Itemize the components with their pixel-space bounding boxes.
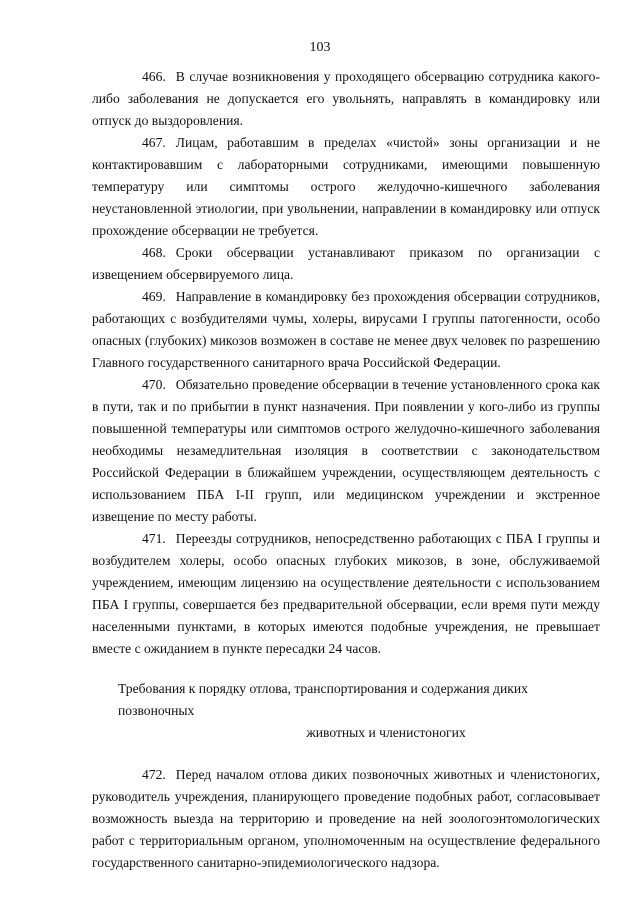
paragraph-472 bbox=[92, 764, 600, 874]
paragraph-text: В случае возникновения у проходящего обсервацию сотрудника какого-либо заболевания не допускается его увольнять, направлять в командировку или отпуск до выздоровления. bbox=[92, 69, 600, 128]
paragraph-number: 466. bbox=[142, 69, 166, 84]
page-number: 103 bbox=[309, 40, 331, 55]
paragraph-number: 468. bbox=[142, 245, 166, 260]
paragraph-466 bbox=[92, 66, 600, 132]
paragraph-number: 471. bbox=[142, 531, 166, 546]
paragraph-text: Сроки обсервации устанавливают приказом по организации с извещением обсервируемого лица. bbox=[92, 245, 600, 282]
paragraph-number: 469. bbox=[142, 289, 166, 304]
paragraph-468 bbox=[92, 242, 600, 286]
paragraph-471 bbox=[92, 528, 600, 660]
paragraph-text: Перед началом отлова диких позвоночных животных и членистоногих, руководитель учреждения, планирующего проведение подобных работ, согласовывает возможность выезда на территорию и проведение на ней зоологоэнтомологических работ с территориальным органом, уполномоченным на осуществление федерального государственного санитарно-эпидемиологического надзора. bbox=[92, 767, 600, 870]
paragraph-text: Обязательно проведение обсервации в течение установленного срока как в пути, так и по прибытии в пункт назначения. При появлении у кого-либо из группы повышенной температуры или симптомов острого желудочно-кишечного заболевания необходимы незамедлительная изоляция в соответствии с законодательством Российской Федерации в ближайшем учреждении, осуществляющем деятельность с использованием ПБА I-II групп, или медицинском учреждении и экстренное извещение по месту работы. bbox=[92, 377, 600, 524]
section-heading-line1: Требования к порядку отлова, транспортирования и содержания диких позвоночных bbox=[118, 681, 528, 718]
paragraph-text: Переезды сотрудников, непосредственно работающих с ПБА I группы и возбудителем холеры, особо опасных глубоких микозов, в зоне, обслуживаемой учреждением, имеющим лицензию на осуществление деятельности с использованием ПБА I группы, совершается без предварительной обсервации, если время пути между населенными пунктами, в которых имеются подобные учреждения, не превышает вместе с ожиданием в пункте пересадки 24 часов. bbox=[92, 531, 600, 656]
paragraph-text: Лицам, работавшим в пределах «чистой» зоны организации и не контактировавшим с лабораторными сотрудниками, имеющими повышенную температуру или симптомы острого желудочно-кишечного заболевания неустановленной этиологии, при увольнении, направлении в командировку или отпуск прохождение обсервации не требуется. bbox=[92, 135, 600, 238]
paragraph-number: 467. bbox=[142, 135, 166, 150]
paragraph-text: Направление в командировку без прохождения обсервации сотрудников, работающих с возбудителями чумы, холеры, вирусами I группы патогенности, особо опасных (глубоких) микозов возможен в составе не менее двух человек по разрешению Главного государственного санитарного врача Российской Федерации. bbox=[92, 289, 600, 370]
paragraph-number: 472. bbox=[142, 767, 166, 782]
paragraph-469 bbox=[92, 286, 600, 374]
paragraph-number: 470. bbox=[142, 377, 166, 392]
document-body bbox=[92, 66, 600, 874]
paragraph-470 bbox=[92, 374, 600, 528]
paragraph-467 bbox=[92, 132, 600, 242]
section-heading bbox=[92, 678, 600, 744]
section-heading-line2: животных и членистоногих bbox=[306, 725, 466, 740]
